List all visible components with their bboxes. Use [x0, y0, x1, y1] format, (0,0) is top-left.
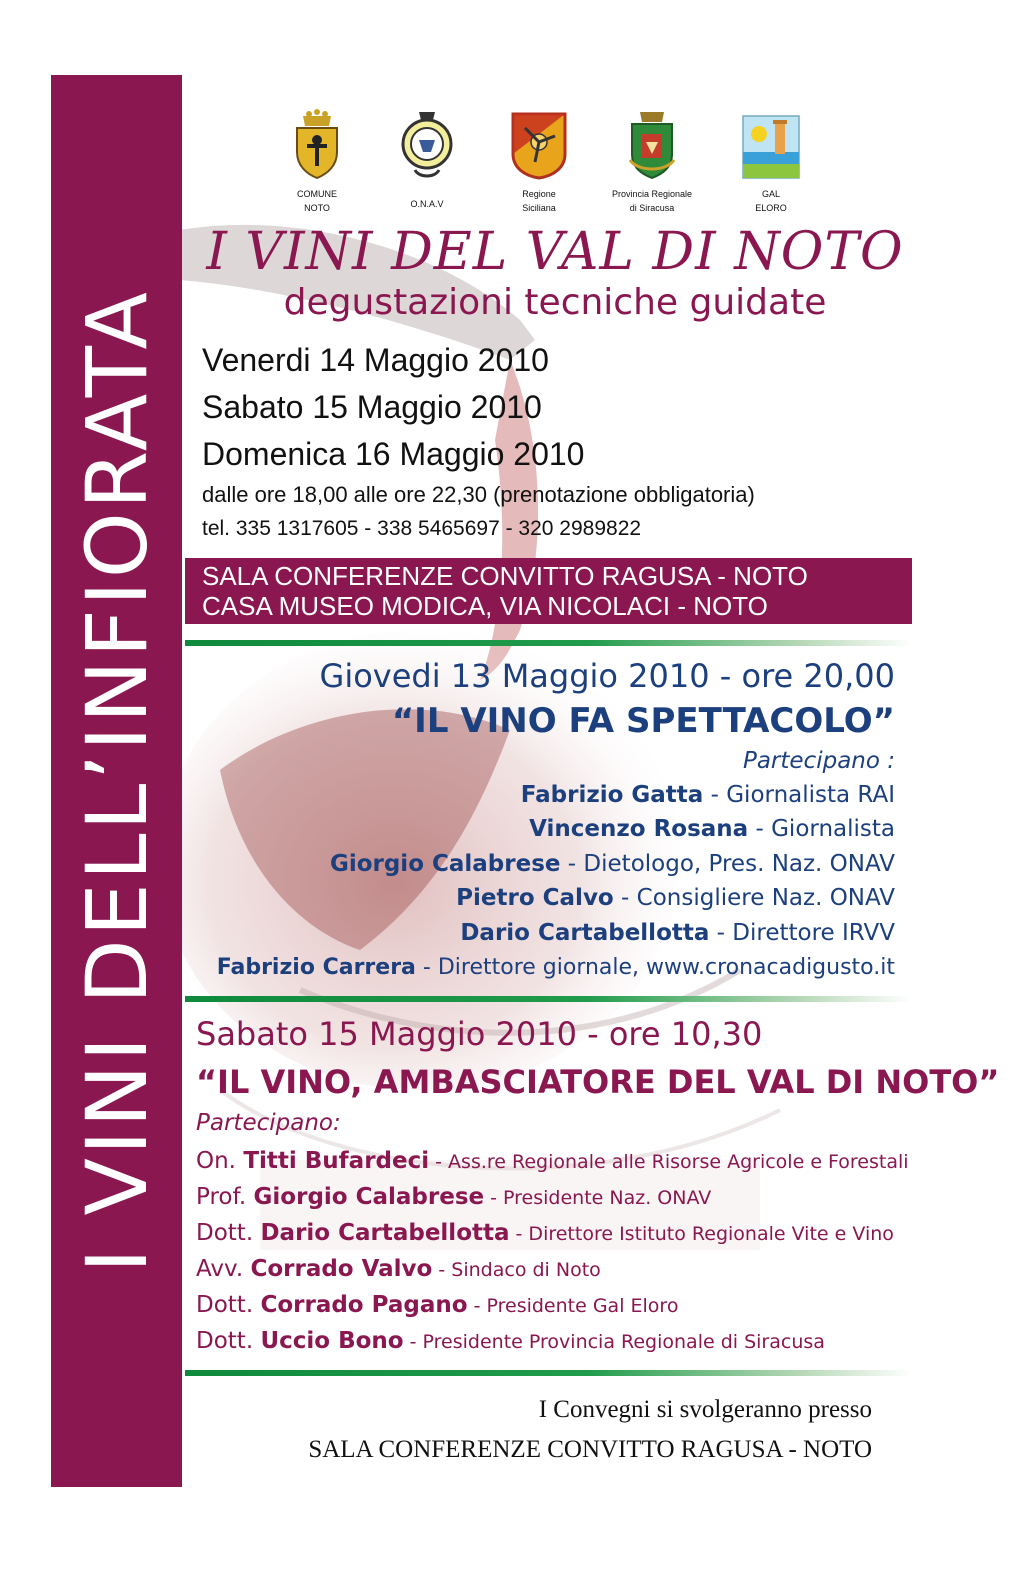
participant-row	[529, 816, 895, 842]
event1-participants-label: Partecipano :	[742, 748, 895, 774]
participant-role: - Direttore IRVV	[709, 920, 895, 946]
participant-role: - Ass.re Regionale alle Risorse Agricole e Forestali	[429, 1151, 909, 1173]
venue-line: SALA CONFERENZE CONVITTO RAGUSA - NOTO	[202, 561, 808, 591]
logo-caption: COMUNE	[297, 189, 337, 199]
phones-line: tel. 335 1317605 - 338 5465697 - 320 2989822	[202, 517, 642, 540]
participant-row	[217, 955, 895, 980]
participant-role: - Dietologo, Pres. Naz. ONAV	[560, 851, 895, 877]
event1-when: Giovedi 13 Maggio 2010 - ore 20,00	[319, 657, 895, 695]
event-subtitle: degustazioni tecniche guidate	[283, 282, 827, 323]
siracusa-crest-icon	[622, 108, 682, 180]
footer-line: I Convegni si svolgeranno presso	[538, 1396, 872, 1423]
participant-name: Giorgio Calabrese	[329, 851, 561, 877]
participant-role: - Presidente Provincia Regionale di Siracusa	[403, 1331, 825, 1353]
noto-coat-of-arms-icon	[287, 108, 347, 180]
footer-line: SALA CONFERENZE CONVITTO RAGUSA - NOTO	[308, 1436, 872, 1463]
participant-title: Dott.	[196, 1292, 261, 1318]
participant-role: - Direttore giornale, www.cronacadigusto.it	[415, 955, 895, 980]
participant-role: - Presidente Naz. ONAV	[484, 1187, 712, 1209]
logo-comune-noto	[272, 108, 362, 213]
hours-line: dalle ore 18,00 alle ore 22,30 (prenotazione obbligatoria)	[202, 482, 755, 507]
logo-provincia-siracusa	[607, 108, 697, 213]
participant-row	[196, 1292, 678, 1318]
participant-role: - Sindaco di Noto	[432, 1259, 601, 1281]
event2-when: Sabato 15 Maggio 2010 - ore 10,30	[196, 1015, 763, 1053]
logo-caption: Siciliana	[522, 203, 556, 213]
logo-caption: ELORO	[755, 203, 787, 213]
participant-row	[196, 1220, 894, 1246]
event1-title: “IL VINO FA SPETTACOLO”	[391, 701, 895, 741]
onav-emblem-icon	[397, 108, 457, 180]
participant-name: Fabrizio Carrera	[216, 955, 416, 980]
participant-name: Dario Cartabellotta	[460, 920, 710, 946]
participant-name: Uccio Bono	[260, 1328, 404, 1354]
participant-row	[196, 1148, 909, 1174]
participant-row	[196, 1184, 711, 1210]
side-band	[51, 75, 182, 1487]
section-divider	[185, 996, 912, 1002]
participant-row	[521, 782, 895, 808]
logo-caption: GAL	[761, 189, 780, 199]
gal-eloro-tower-icon	[741, 108, 801, 180]
trinacria-icon	[509, 108, 569, 180]
participant-role: - Giornalista	[748, 816, 895, 842]
date-line: Venerdi 14 Maggio 2010	[202, 342, 549, 378]
participant-name: Corrado Pagano	[260, 1292, 468, 1318]
participant-role: - Giornalista RAI	[703, 782, 895, 808]
venue-banner	[185, 558, 912, 624]
logo-caption: Regione	[522, 189, 556, 199]
section-divider	[185, 1370, 912, 1376]
participant-title: On.	[196, 1148, 244, 1174]
venue-line: CASA MUSEO MODICA, VIA NICOLACI - NOTO	[202, 591, 768, 621]
participant-row	[460, 920, 895, 946]
participant-row	[196, 1328, 825, 1354]
participant-title: Dott.	[196, 1328, 261, 1354]
event2-title: “IL VINO, AMBASCIATORE DEL VAL DI NOTO”	[196, 1063, 1000, 1101]
participant-name: Titti Bufardeci	[243, 1148, 430, 1174]
logo-caption: NOTO	[304, 203, 330, 213]
participant-role: - Direttore Istituto Regionale Vite e Vino	[509, 1223, 894, 1245]
participant-title: Dott.	[196, 1220, 261, 1246]
participant-name: Dario Cartabellotta	[260, 1220, 510, 1246]
participant-name: Fabrizio Gatta	[520, 782, 704, 808]
event2-participants-label: Partecipano:	[196, 1110, 341, 1136]
participant-row	[330, 851, 895, 877]
participant-role: - Presidente Gal Eloro	[467, 1295, 679, 1317]
participant-name: Giorgio Calabrese	[253, 1184, 485, 1210]
participant-name: Vincenzo Rosana	[529, 816, 749, 842]
participant-title: Prof.	[196, 1184, 254, 1210]
logo-caption: Provincia Regionale	[611, 189, 693, 199]
participant-row	[196, 1256, 601, 1282]
event-title: I VINI DEL VAL DI NOTO	[206, 222, 904, 282]
date-line: Sabato 15 Maggio 2010	[202, 389, 542, 425]
participant-name: Corrado Valvo	[250, 1256, 433, 1282]
logo-caption: di Siracusa	[629, 203, 675, 213]
participant-role: - Consigliere Naz. ONAV	[613, 885, 895, 911]
date-line: Domenica 16 Maggio 2010	[202, 436, 585, 472]
participant-title: Avv.	[196, 1256, 251, 1282]
side-band-title: I VINI DELL’INFIORATA	[67, 288, 166, 1274]
participant-row	[456, 885, 895, 911]
logo-caption: O.N.A.V	[410, 199, 444, 209]
section-divider	[185, 640, 912, 646]
logo-regione-siciliana	[494, 108, 584, 213]
logo-onav	[382, 108, 472, 209]
logo-gal-eloro	[726, 108, 816, 213]
participant-name: Pietro Calvo	[456, 885, 614, 911]
